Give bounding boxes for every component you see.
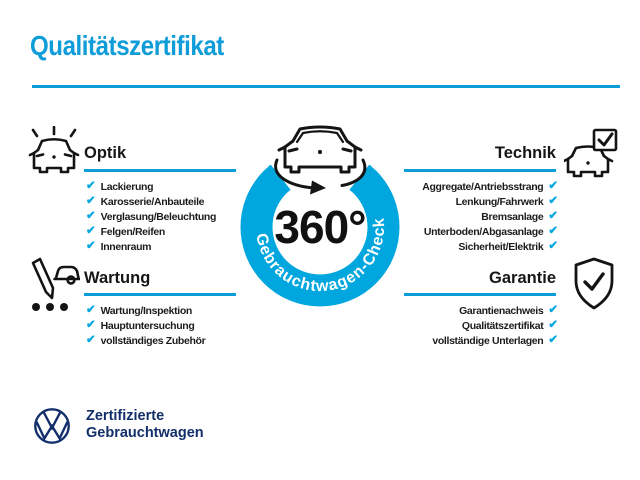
shield-check-icon (572, 257, 616, 311)
checklist-item (86, 319, 194, 333)
checklist-item-label: Innenraum (100, 241, 152, 253)
section-divider-wartung (84, 293, 236, 296)
check-icon: ✔ (548, 319, 558, 332)
section-title-garantie: Garantie (489, 269, 556, 287)
checklist-item-label: vollständige Unterlagen (432, 335, 544, 347)
checklist-item-label: vollständiges Zubehör (100, 335, 206, 347)
checklist-item (86, 240, 151, 254)
checklist-item-label: Verglasung/Beleuchtung (100, 211, 217, 223)
degree-label: 360° (274, 201, 366, 253)
checklist-item-label: Karosserie/Anbauteile (100, 196, 205, 208)
checklist-item-label: Garantienachweis (459, 305, 544, 317)
checklist-item-label: Bremsanlage (481, 211, 544, 223)
check-icon: ✔ (548, 195, 558, 208)
checklist-item (318, 334, 558, 348)
checklist-item (318, 319, 558, 333)
checklist-item-label: Felgen/Reifen (100, 226, 165, 238)
section-title-wartung: Wartung (84, 269, 151, 287)
checklist-item (86, 195, 204, 209)
check-icon: ✔ (548, 304, 558, 317)
checklist-item (86, 304, 192, 318)
checklist-item-label: Lenkung/Fahrwerk (455, 196, 544, 208)
checklist-item-label: Wartung/Inspektion (100, 305, 192, 317)
car-checkbox-icon (564, 128, 620, 180)
ring-label-curved-text: Gebrauchtwagen-Check (252, 216, 389, 296)
check-icon: ✔ (86, 195, 96, 208)
checklist-item (86, 334, 205, 348)
section-divider-optik (84, 169, 236, 172)
checklist-item-label: Qualitätszertifikat (461, 320, 544, 332)
brand-claim-line2: Gebrauchtwagen (86, 424, 204, 441)
brand-claim (86, 408, 204, 441)
check-icon: ✔ (548, 334, 558, 347)
page-title: Qualitätszertifikat (30, 30, 224, 61)
checklist-item-label: Unterboden/Abgasanlage (423, 226, 544, 238)
checklist-item (86, 180, 153, 194)
check-icon: ✔ (548, 240, 558, 253)
check-icon: ✔ (548, 180, 558, 193)
section-divider-technik (404, 169, 556, 172)
section-title-technik: Technik (494, 144, 556, 162)
title-divider (32, 85, 620, 88)
checklist-item-label: Aggregate/Antriebsstrang (422, 181, 544, 193)
check-icon: ✔ (86, 225, 96, 238)
check-icon: ✔ (86, 180, 96, 193)
vw-logo (33, 407, 71, 445)
pencil-car-checklist-icon (26, 256, 80, 314)
checklist-item-label: Hauptuntersuchung (100, 320, 195, 332)
section-divider-garantie (404, 293, 556, 296)
check-icon: ✔ (86, 304, 96, 317)
check-icon: ✔ (86, 319, 96, 332)
checklist-item (86, 210, 216, 224)
section-title-optik: Optik (84, 144, 127, 162)
brand-claim-line1: Zertifizierte (86, 408, 165, 424)
checklist-item-label: Sicherheit/Elektrik (458, 241, 544, 253)
check-icon: ✔ (86, 210, 96, 223)
check-icon: ✔ (86, 240, 96, 253)
car-shine-icon (28, 126, 80, 180)
360-check-badge (218, 103, 422, 318)
checklist-item (86, 225, 165, 239)
check-icon: ✔ (548, 210, 558, 223)
check-icon: ✔ (86, 334, 96, 347)
checklist-item-label: Lackierung (100, 181, 154, 193)
check-icon: ✔ (548, 225, 558, 238)
